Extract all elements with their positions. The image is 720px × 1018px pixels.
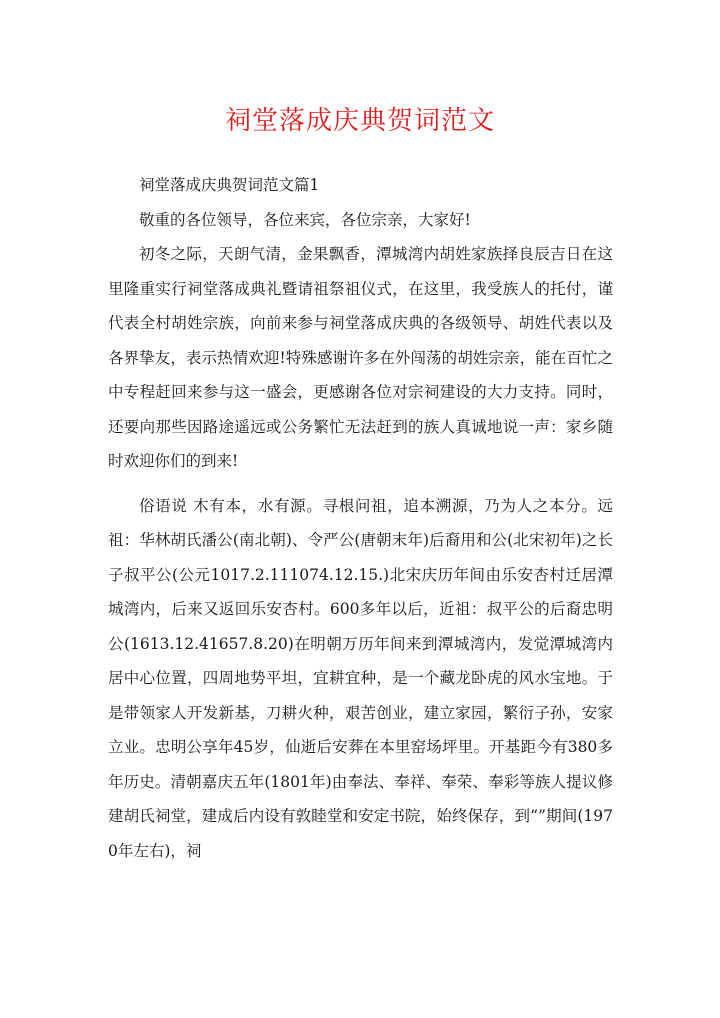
section-heading: 祠堂落成庆典贺词范文篇1 — [139, 176, 320, 194]
document-title: 祠堂落成庆典贺词范文 — [224, 106, 495, 136]
greeting-paragraph: 敬重的各位领导，各位来宾，各位宗亲，大家好! — [139, 210, 471, 229]
body-paragraph-1: 初冬之际，天朗气清，金果飘香，潭城湾内胡姓家族择良辰吉日在这里隆重实行祠堂落成典礼暨请祖祭祖仪式，在这里，我受族人的托付，谨代表全村胡姓宗族，向前来参与祠堂落成庆典的各级领导、胡姓代表以及各界挚友，表示热情欢迎!特殊感谢许多在外闯荡的胡姓宗亲，能在百忙之中专程赶回来参与这一盛会，更感谢各位对宗祠建设的大力支持。同时，还要向那些因路途遥远或公务繁忙无法赶到的族人真诚地说一声：家乡随时欢迎你们的到来! — [108, 245, 613, 470]
document-body — [108, 168, 613, 868]
body-paragraph-2: 俗语说 木有本，水有源。寻根问祖，追本溯源，乃为人之本分。远祖：华林胡氏潘公(南北朝)、令严公(唐朝末年)后裔用和公(北宋初年)之长子叔平公(公元1017.2.111074.12.15.)北宋庆历年间由乐安杏村迁居潭城湾内，后来又返回乐安杏村。600多年以后，近祖：叔平公的后裔忠明公(1613.12.41657.8.20)在明朝万历年间来到潭城湾内，发觉潭城湾内居中心位置，四周地势平坦，宜耕宜种，是一个藏龙卧虎的风水宝地。于是带领家人开发新基，刀耕火种，艰苦创业，建立家园，繁衍子孙，安家立业。忠明公享年45岁，仙逝后安葬在本里窑场坪里。开基距今有380多年历史。清朝嘉庆五年(1801年)由奉法、奉祥、奉荣、奉彩等族人提议修建胡氏祠堂，建成后内设有敦睦堂和安定书院，始终保存，到“”期间(1970年左右)，祠 — [108, 496, 613, 860]
